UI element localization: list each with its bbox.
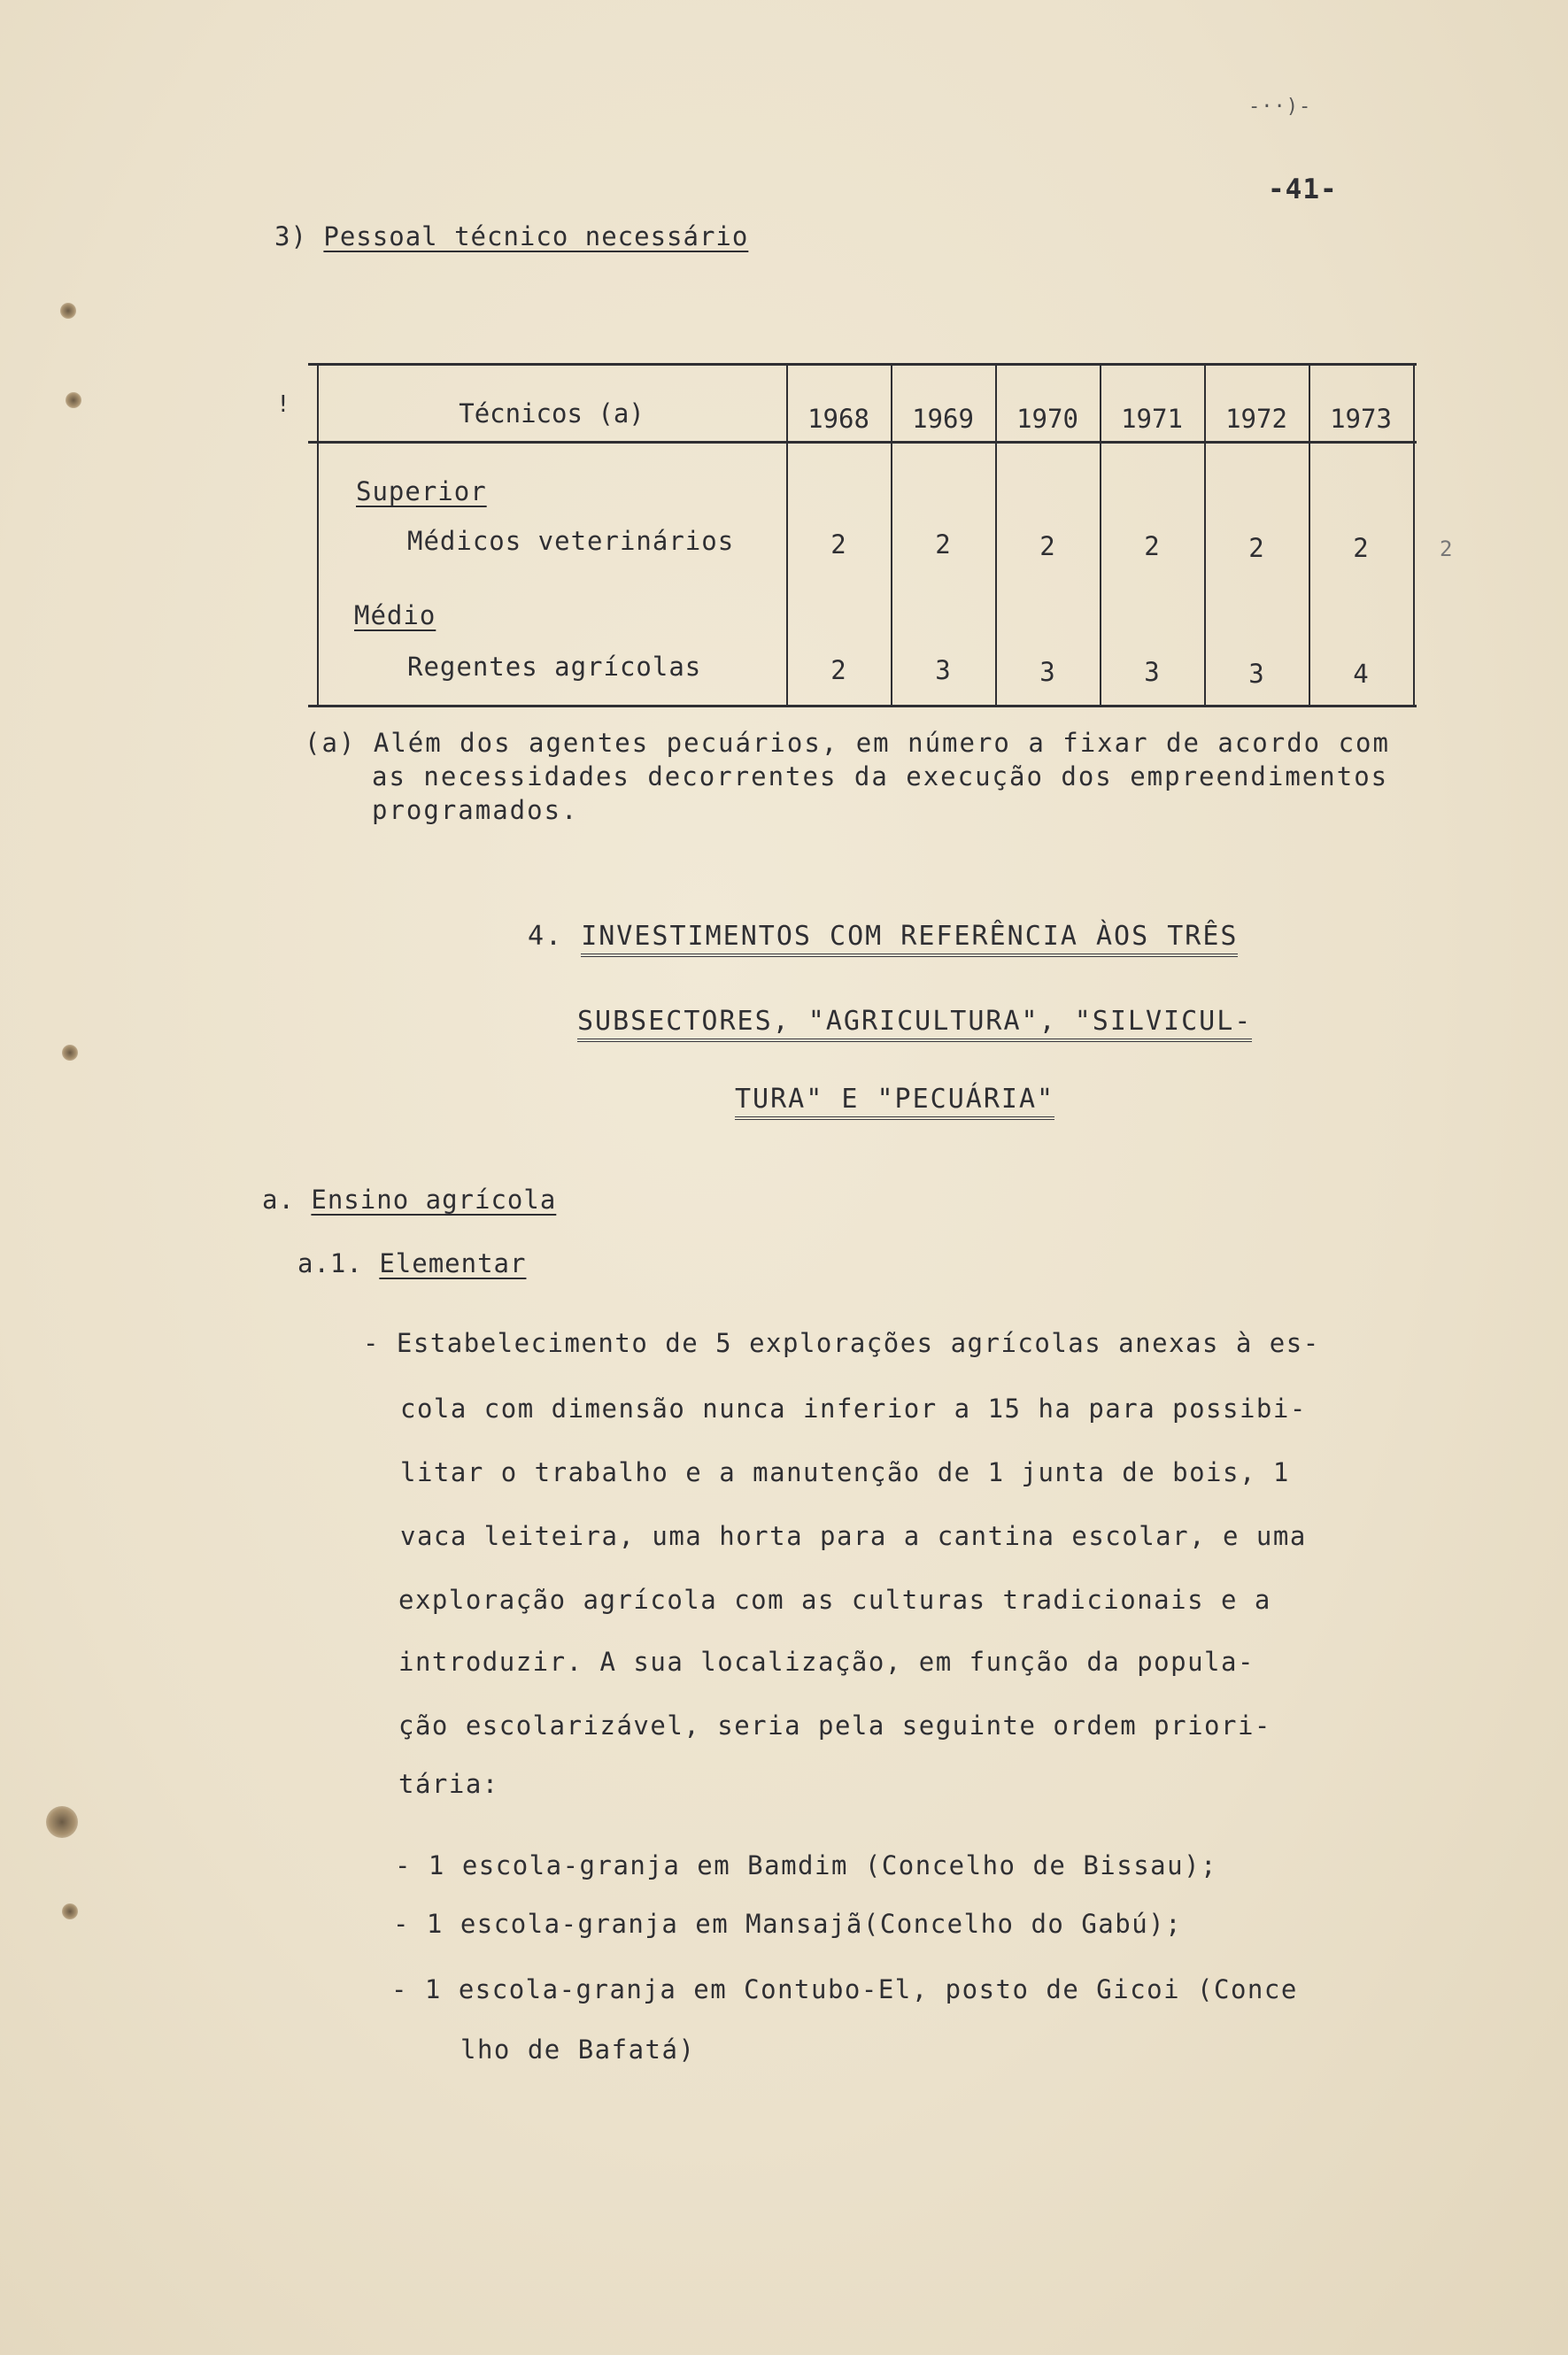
paragraph-line: litar o trabalho e a manutenção de 1 junta de bois, 1 bbox=[400, 1457, 1290, 1487]
staff-table bbox=[308, 363, 1417, 708]
table-cell: 4 bbox=[1353, 659, 1369, 689]
subsection-heading: a.1. Elementar bbox=[297, 1248, 527, 1278]
punch-hole-mark bbox=[62, 1045, 78, 1061]
table-cell: 3 bbox=[935, 655, 951, 685]
heading-4-line: SUBSECTORES, "AGRICULTURA", "SILVICUL- bbox=[577, 1006, 1252, 1042]
table-cell: 3 bbox=[1144, 657, 1160, 687]
margin-mark: ! bbox=[276, 391, 291, 418]
table-header-year: 1972 bbox=[1225, 404, 1287, 434]
punch-hole-mark bbox=[60, 303, 76, 319]
paragraph-line: introduzir. A sua localização, em função da popula- bbox=[398, 1647, 1255, 1677]
paragraph-line: exploração agrícola com as culturas tradicionais e a bbox=[398, 1585, 1271, 1615]
table-header-tecnicos: Técnicos (a) bbox=[459, 398, 645, 429]
table-cell: 2 bbox=[830, 529, 846, 560]
table-group-label: Médio bbox=[354, 600, 436, 630]
punch-hole-mark bbox=[46, 1806, 78, 1838]
table-footnote-line: programados. bbox=[372, 795, 579, 825]
table-cell: 3 bbox=[1248, 659, 1264, 689]
paragraph-line: ção escolarizável, seria pela seguinte ordem priori- bbox=[398, 1710, 1271, 1741]
paragraph-line: tária: bbox=[398, 1769, 499, 1799]
table-footnote: (a) Além dos agentes pecuários, em número a fixar de acordo com bbox=[305, 728, 1390, 758]
table-header-year: 1968 bbox=[807, 404, 869, 434]
table-row-label: Regentes agrícolas bbox=[407, 652, 702, 682]
heading-4-line: 4. INVESTIMENTOS COM REFERÊNCIA ÀOS TRÊS bbox=[528, 921, 1238, 952]
table-footnote-line: as necessidades decorrentes da execução dos empreendimentos bbox=[372, 761, 1389, 791]
table-cell: 2 bbox=[1144, 531, 1160, 561]
table-header-year: 1971 bbox=[1121, 404, 1183, 434]
section-heading: 3) Pessoal técnico necessário bbox=[274, 221, 749, 251]
punch-hole-mark bbox=[66, 392, 81, 408]
top-mark: -··)- bbox=[1248, 96, 1312, 118]
punch-hole-mark bbox=[62, 1903, 78, 1919]
paragraph-line: - Estabelecimento de 5 explorações agrícolas anexas à es- bbox=[363, 1328, 1320, 1358]
table-cell: 2 bbox=[1039, 531, 1055, 561]
paragraph-line: cola com dimensão nunca inferior a 15 ha para possibi- bbox=[400, 1394, 1307, 1424]
table-header-year: 1970 bbox=[1016, 404, 1078, 434]
table-header-year: 1973 bbox=[1330, 404, 1392, 434]
list-item: - 1 escola-granja em Mansajã(Concelho do Gabú); bbox=[393, 1909, 1183, 1939]
table-cell: 2 bbox=[1248, 533, 1264, 563]
page-number: -41- bbox=[1268, 174, 1338, 205]
subsection-heading: a. Ensino agrícola bbox=[262, 1185, 557, 1215]
margin-mark: 2 bbox=[1440, 537, 1454, 561]
heading-4-line: TURA" E "PECUÁRIA" bbox=[735, 1084, 1054, 1120]
table-cell: 2 bbox=[830, 655, 846, 685]
list-item: - 1 escola-granja em Bamdim (Concelho de Bissau); bbox=[395, 1850, 1218, 1880]
table-cell: 2 bbox=[1353, 533, 1369, 563]
table-cell: 2 bbox=[935, 529, 951, 560]
table-group-label: Superior bbox=[356, 476, 487, 506]
table-cell: 3 bbox=[1039, 657, 1055, 687]
list-item-continuation: lho de Bafatá) bbox=[460, 2035, 696, 2065]
paragraph-line: vaca leiteira, uma horta para a cantina escolar, e uma bbox=[400, 1521, 1307, 1551]
table-header-year: 1969 bbox=[912, 404, 974, 434]
table-row-label: Médicos veterinários bbox=[407, 526, 735, 556]
list-item: - 1 escola-granja em Contubo-El, posto de Gicoi (Conce bbox=[391, 1974, 1298, 2004]
